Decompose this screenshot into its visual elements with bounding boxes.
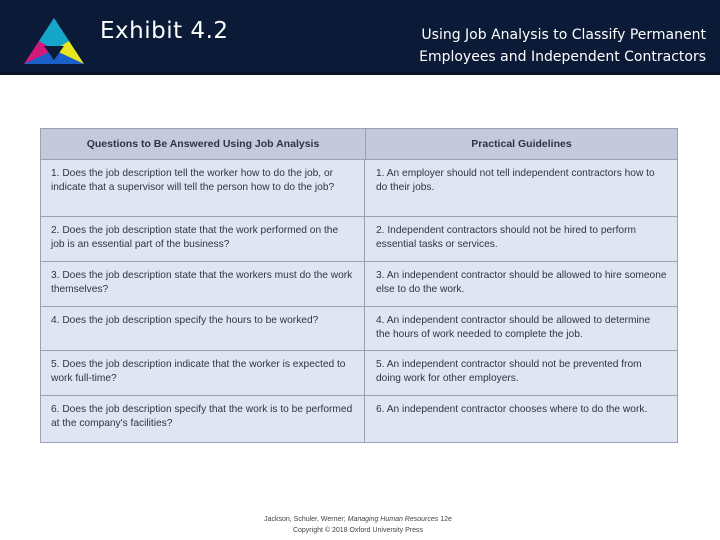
table-row xyxy=(41,262,677,307)
slide-title xyxy=(376,24,706,68)
table-row xyxy=(41,396,677,442)
guideline-cell: 2. Independent contractors should not be hired to perform essential tasks or services. xyxy=(376,225,636,250)
citation-line xyxy=(200,514,516,525)
question-cell: 1. Does the job description tell the worker how to do the job, or indicate that a supervisor will tell the person how to do the job? xyxy=(41,160,365,216)
question-cell: 3. Does the job description state that the workers must do the work themselves? xyxy=(41,262,365,306)
guideline-cell: 6. An independent contractor chooses where to do the work. xyxy=(376,404,648,415)
triangle-logo-icon xyxy=(22,16,86,66)
job-analysis-table xyxy=(40,128,678,443)
citation-book-title: Managing Human Resources xyxy=(347,516,439,523)
table-row xyxy=(41,217,677,262)
table-row xyxy=(41,160,677,217)
guideline-cell: 5. An independent contractor should not be prevented from doing work for other employers. xyxy=(376,359,642,384)
question-cell: 4. Does the job description specify the hours to be worked? xyxy=(41,307,365,350)
citation-authors: Jackson, Schuler, Werner; xyxy=(264,516,346,523)
question-cell: 6. Does the job description specify that the work is to be performed at the company's facilities? xyxy=(41,396,365,442)
guideline-cell: 4. An independent contractor should be allowed to determine the hours of work needed to complete the job. xyxy=(376,315,651,340)
table-header-row xyxy=(41,129,677,160)
slide-title-line-2: Employees and Independent Contractors xyxy=(419,49,706,65)
guideline-cell: 3. An independent contractor should be allowed to hire someone else to do the work. xyxy=(376,270,667,295)
guideline-cell: 1. An employer should not tell independent contractors how to do their jobs. xyxy=(376,168,655,193)
exhibit-label: Exhibit 4.2 xyxy=(100,18,229,44)
table-row xyxy=(41,307,677,351)
copyright-line: Copyright © 2018 Oxford University Press xyxy=(292,527,424,534)
citation-footer xyxy=(200,514,516,536)
question-cell: 5. Does the job description indicate that the worker is expected to work full-time? xyxy=(41,351,365,395)
table-row xyxy=(41,351,677,396)
citation-edition: 12e xyxy=(440,516,452,523)
slide-header xyxy=(0,0,720,75)
column-header-questions: Questions to Be Answered Using Job Analysis xyxy=(41,129,366,159)
question-cell: 2. Does the job description state that the work performed on the job is an essential part of the business? xyxy=(41,217,365,261)
column-header-guidelines: Practical Guidelines xyxy=(471,138,572,150)
slide-title-line-1: Using Job Analysis to Classify Permanent xyxy=(421,27,706,43)
